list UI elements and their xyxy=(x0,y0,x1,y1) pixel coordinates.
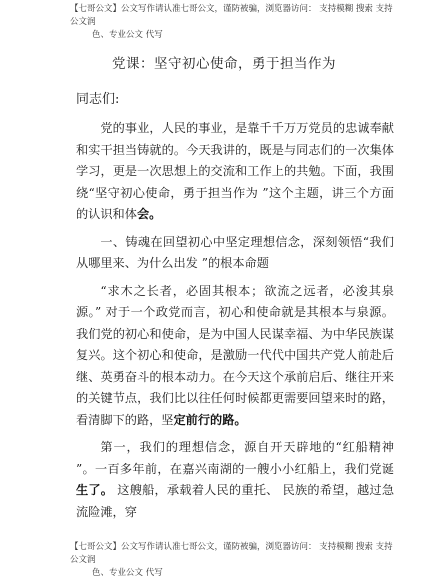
paragraph-red-boat xyxy=(76,437,394,523)
footer-line-1: 【七哥公文】公文写作请认准七哥公文，谨防被骗，浏览器访问： 支持模糊 搜索 支持公文润 xyxy=(70,542,393,565)
paragraph-intro-text: 党的事业，人民的事业，是靠千千万万党员的忠诚奉献和实干担当铸就的。今天我讲的，既是与同志们的一次集体学习，更是一次思想上的交流和工作上的共勉。下面，我围绕“坚守初心使命，勇于担当作为 ”这个主题，讲三个方面的认识和体 xyxy=(76,121,394,221)
paragraph-intro-end: 会。 xyxy=(136,207,162,221)
footer-line-2: 色、专业公文 代写 xyxy=(92,568,163,578)
paragraph-red-boat-text-a: 第一，我们的理想信念，源自开天辟地的“红船精神 ”。一百多年前，在嘉兴南湖的一艘小小红船上，我们党诞 xyxy=(76,440,394,476)
paragraph-red-boat-text-b: 这艘船，承载着人民的重托、 民族的希望，越过急流险滩，穿 xyxy=(76,483,395,519)
salutation: 同志们: xyxy=(76,92,120,107)
header-line-1: 【七哥公文】公文写作请认准七哥公文，谨防被骗，浏览器访问： 支持模糊 搜索 支持公文润 xyxy=(70,4,393,27)
document-title: 党课：坚守初心使命，勇于担当作为 xyxy=(112,56,336,72)
paragraph-roots-text: “求木之长者，必固其根本；欲流之远者，必浚其泉源。” 对于一个政党而言，初心和使命就是其根本与泉源。我们党的初心和使命，是为中国人民谋幸福、为中华民族谋复兴。这个初心和使命，是激励一代代中国共产党人前赴后继、英勇奋斗的根本动力。在今天这个承前启后、继往开来的关键节点，我们比以往任何时候都更需要回望来时的路，看清脚下的路，坚 xyxy=(76,283,394,427)
section-heading-1: 一、铸魂在回望初心中坚定理想信念，深刻领悟“我们从哪里来、为什么出发 ”的根本命题 xyxy=(76,234,394,270)
paragraph-red-boat-bold: 生了。 xyxy=(76,483,114,497)
page-footer xyxy=(70,541,400,580)
document-body xyxy=(76,118,394,529)
paragraph-roots xyxy=(76,281,394,432)
page-header xyxy=(70,3,400,42)
header-line-2: 色、专业公文 代写 xyxy=(92,30,163,40)
paragraph-roots-end: 定前行的路。 xyxy=(173,412,247,427)
paragraph-intro xyxy=(76,118,394,226)
